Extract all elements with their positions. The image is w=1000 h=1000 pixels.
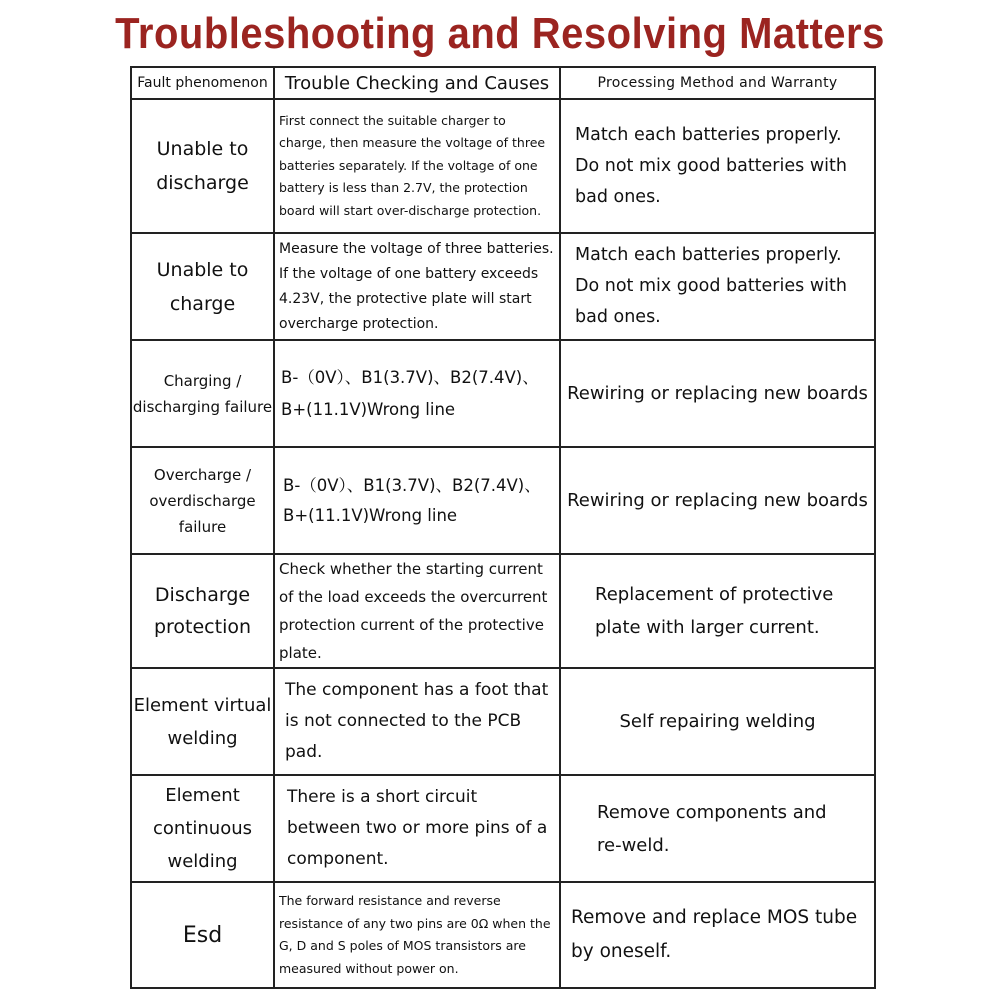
table-row bbox=[131, 233, 875, 340]
fault-cell bbox=[131, 340, 274, 447]
method-cell: Remove and replace MOS tube by oneself. bbox=[560, 882, 875, 988]
header-processing-method: Processing Method and Warranty bbox=[560, 67, 875, 99]
header-trouble-checking: Trouble Checking and Causes bbox=[274, 67, 560, 99]
page-title: Troubleshooting and Resolving Matters bbox=[115, 10, 885, 58]
fault-cell bbox=[131, 447, 274, 554]
method-cell: Rewiring or replacing new boards bbox=[560, 447, 875, 554]
fault-text: Esd bbox=[182, 922, 223, 948]
table-row bbox=[131, 554, 875, 668]
fault-text: Unable to discharge bbox=[156, 138, 249, 194]
header-fault-phenomenon: Fault phenomenon bbox=[131, 67, 274, 99]
causes-cell: There is a short circuit between two or more pins of a component. bbox=[274, 775, 560, 882]
fault-cell bbox=[131, 233, 274, 340]
table-row bbox=[131, 668, 875, 775]
table-row bbox=[131, 340, 875, 447]
method-cell: Remove components and re-weld. bbox=[560, 775, 875, 882]
method-cell: Self repairing welding bbox=[560, 668, 875, 775]
causes-cell: The component has a foot that is not connected to the PCB pad. bbox=[274, 668, 560, 775]
causes-cell: B-（0V）、B1(3.7V)、B2(7.4V)、B+(11.1V)Wrong line bbox=[274, 447, 560, 554]
method-cell: Rewiring or replacing new boards bbox=[560, 340, 875, 447]
fault-text: Charging / discharging failure bbox=[132, 371, 273, 416]
fault-text: Overcharge / overdischarge failure bbox=[149, 465, 256, 536]
fault-text: Unable to charge bbox=[156, 258, 249, 315]
fault-cell bbox=[131, 668, 274, 775]
causes-cell: First connect the suitable charger to charge, then measure the voltage of three batteries separately. If the voltage of one battery is less than 2.7V, the protection board will start over-discharge protection. bbox=[274, 99, 560, 233]
table-row bbox=[131, 775, 875, 882]
method-cell: Match each batteries properly. Do not mix good batteries with bad ones. bbox=[560, 99, 875, 233]
fault-text: Discharge protection bbox=[153, 584, 252, 638]
fault-text: Element continuous welding bbox=[153, 785, 252, 872]
table-header-row bbox=[131, 67, 875, 99]
troubleshooting-table bbox=[130, 66, 876, 989]
fault-cell bbox=[131, 99, 274, 233]
fault-cell bbox=[131, 554, 274, 668]
causes-cell: The forward resistance and reverse resistance of any two pins are 0Ω when the G, D and S poles of MOS transistors are measured without power on. bbox=[274, 882, 560, 988]
fault-cell bbox=[131, 882, 274, 988]
fault-cell bbox=[131, 775, 274, 882]
causes-cell: B-（0V）、B1(3.7V)、B2(7.4V)、B+(11.1V)Wrong line bbox=[274, 340, 560, 447]
table-row bbox=[131, 99, 875, 233]
table-row bbox=[131, 447, 875, 554]
table-row bbox=[131, 882, 875, 988]
method-cell: Match each batteries properly. Do not mix good batteries with bad ones. bbox=[560, 233, 875, 340]
causes-cell: Measure the voltage of three batteries. If the voltage of one battery exceeds 4.23V, the protective plate will start overcharge protection. bbox=[274, 233, 560, 340]
fault-text: Element virtual welding bbox=[133, 694, 272, 749]
method-cell: Replacement of protective plate with larger current. bbox=[560, 554, 875, 668]
causes-cell: Check whether the starting current of the load exceeds the overcurrent protection current of the protective plate. bbox=[274, 554, 560, 668]
